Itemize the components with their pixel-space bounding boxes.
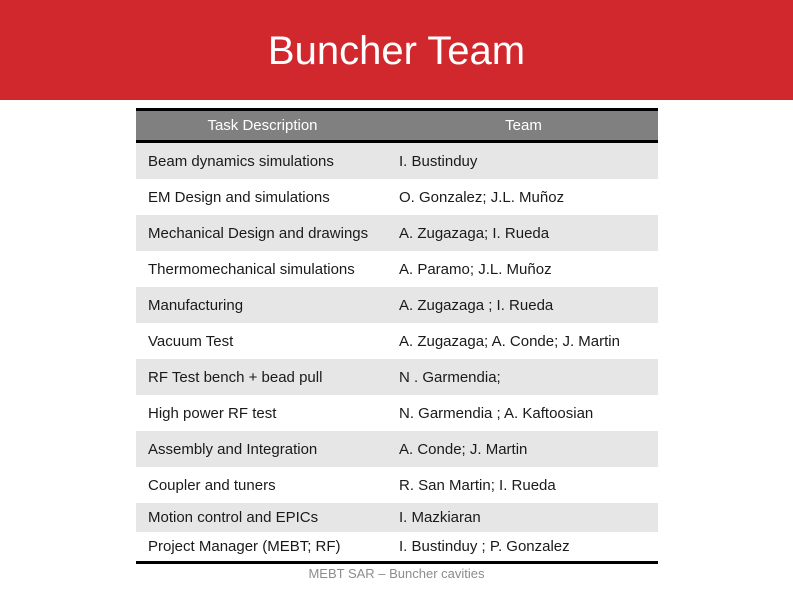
team-cell: A. Zugazaga; I. Rueda [389,215,658,251]
task-cell: Mechanical Design and drawings [136,215,389,251]
task-cell: Manufacturing [136,287,389,323]
table-row [136,251,658,287]
table-row [136,287,658,323]
header-task-description: Task Description [136,110,389,142]
team-cell: I. Bustinduy ; P. Gonzalez [399,538,570,555]
team-cell: I. Mazkiaran [389,503,658,532]
team-cell: A. Paramo; J.L. Muñoz [399,260,552,278]
team-cell: R. San Martin; I. Rueda [399,476,556,494]
table-header-row [136,110,658,142]
page-title: Buncher Team [267,29,526,73]
task-cell: Thermomechanical simulations [148,260,355,278]
team-cell: N . Garmendia; [389,359,658,395]
table-row [136,215,658,251]
table-row [136,503,658,532]
task-cell: Assembly and Integration [136,431,389,467]
team-cell: A. Zugazaga; A. Conde; J. Martin [399,332,620,350]
task-cell: Vacuum Test [148,332,234,350]
table-row [136,467,658,503]
table-row [136,431,658,467]
header-team: Team [389,110,658,142]
team-table [136,108,658,564]
table-row [136,359,658,395]
table-row [136,179,658,215]
team-cell: I. Bustinduy [389,142,658,180]
title-band [0,0,793,100]
table-row [136,532,658,563]
task-cell: High power RF test [148,404,277,422]
table-row [136,395,658,431]
team-cell: A. Zugazaga ; I. Rueda [389,287,658,323]
task-cell: EM Design and simulations [148,188,330,206]
team-cell: A. Conde; J. Martin [389,431,658,467]
task-cell: RF Test bench + bead pull [136,359,389,395]
table-row [136,142,658,180]
task-cell: Coupler and tuners [148,476,276,494]
task-cell: Project Manager (MEBT; RF) [148,538,341,555]
team-cell: N. Garmendia ; A. Kaftoosian [399,404,594,422]
team-cell: O. Gonzalez; J.L. Muñoz [399,188,565,206]
task-cell: Motion control and EPICs [136,503,389,532]
task-cell: Beam dynamics simulations [136,142,389,180]
table-row [136,323,658,359]
footer-caption: MEBT SAR – Buncher cavities [308,566,485,581]
